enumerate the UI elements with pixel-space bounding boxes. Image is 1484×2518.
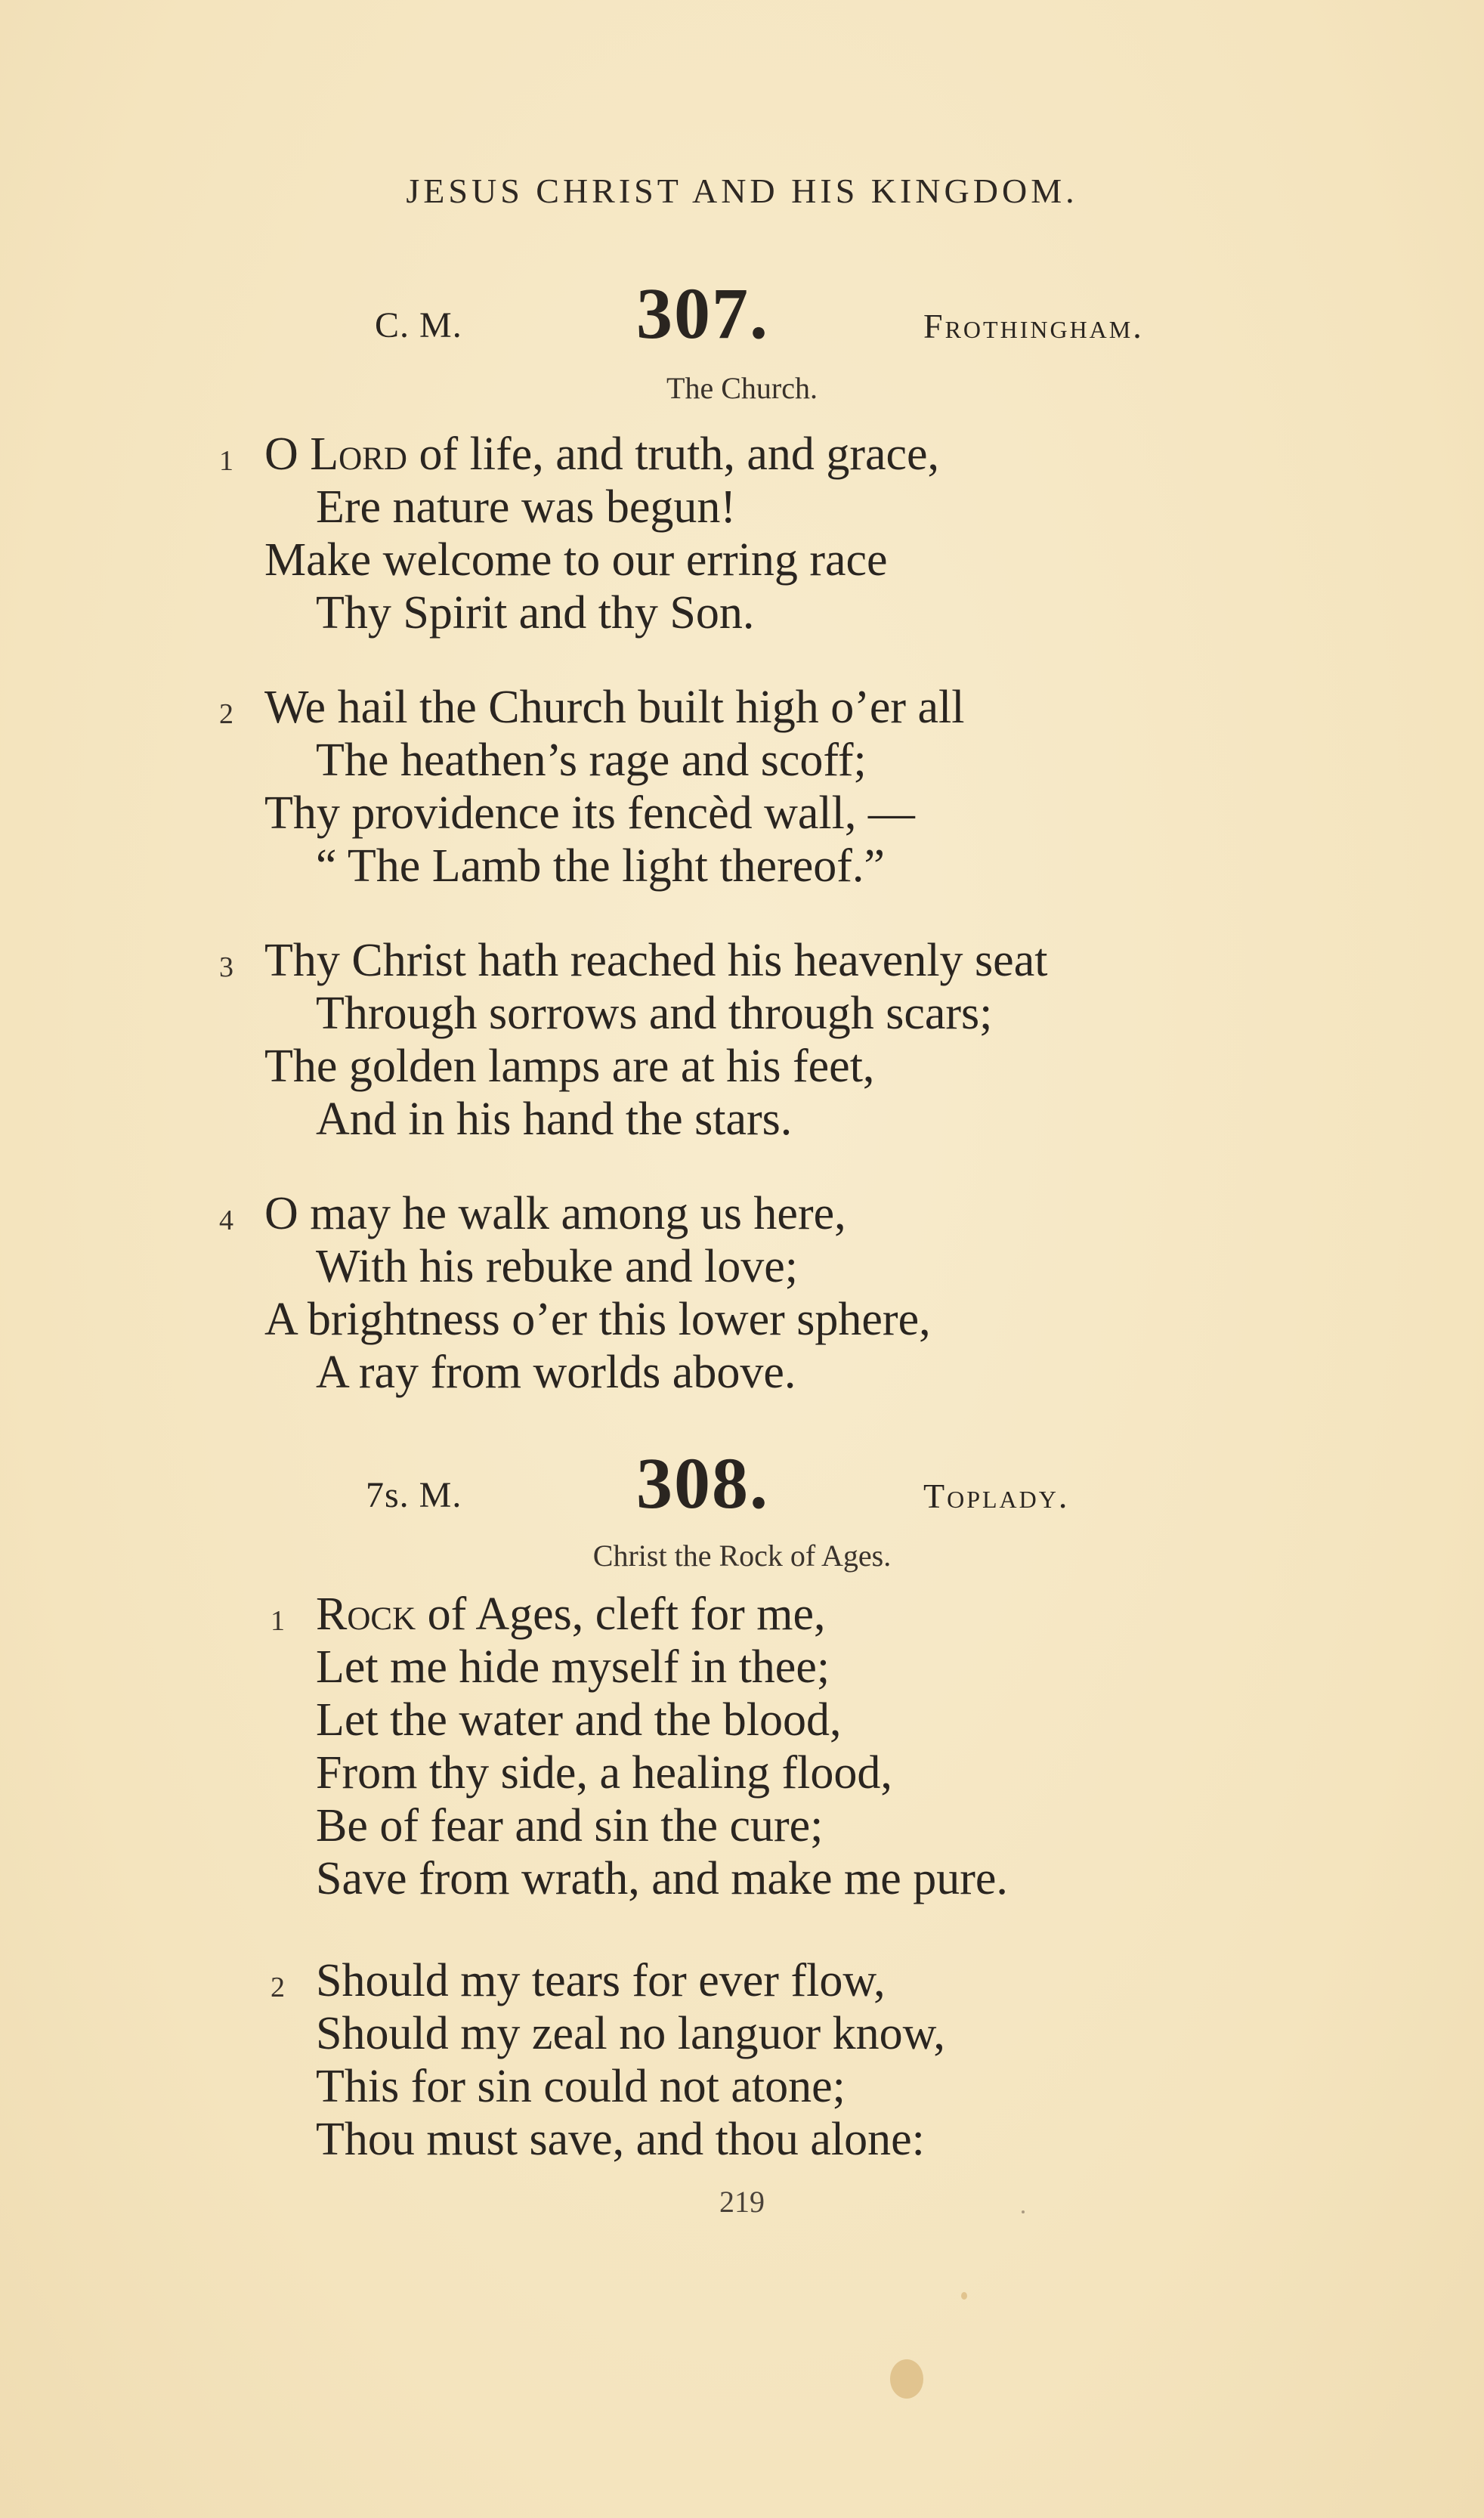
hymn-meter: 7s. M. xyxy=(366,1475,462,1515)
running-head: JESUS CHRIST AND HIS KINGDOM. xyxy=(406,172,1078,210)
hymn-meter: C. M. xyxy=(375,305,462,345)
verse-line: Thy Spirit and thy Son. xyxy=(316,587,755,639)
verse-line: Thou must save, and thou alone: xyxy=(316,2114,925,2165)
verse-line: Let me hide myself in thee; xyxy=(316,1641,830,1693)
verse-line: Make welcome to our erring race xyxy=(264,534,888,586)
paper-speck xyxy=(961,2292,967,2300)
verse-line: Save from wrath, and make me pure. xyxy=(316,1853,1008,1904)
verse-line: O Lord of life, and truth, and grace, xyxy=(264,428,940,480)
verse-line: We hail the Church built high o’er all xyxy=(264,682,965,733)
stanza-number: 3 xyxy=(219,951,233,983)
hymn-author: Toplady. xyxy=(923,1477,1070,1515)
verse-line: O may he walk among us here, xyxy=(264,1188,846,1239)
verse-line: Should my zeal no languor know, xyxy=(316,2008,945,2059)
hymn-subtitle: The Church. xyxy=(666,371,818,405)
hymn-number: 308. xyxy=(636,1443,769,1523)
hymn-307-header xyxy=(0,273,1484,363)
verse-line: “ The Lamb the light thereof.” xyxy=(316,840,885,892)
paper-stain xyxy=(890,2359,923,2399)
stanza-number: 2 xyxy=(271,1972,285,2003)
verse-line: Ere nature was begun! xyxy=(316,481,737,533)
verse-line: Rock of Ages, cleft for me, xyxy=(316,1588,826,1640)
hymn-number: 307. xyxy=(636,273,769,354)
stanza-number: 2 xyxy=(219,698,233,730)
verse-line: Through sorrows and through scars; xyxy=(316,988,993,1039)
verse-line: From thy side, a healing flood, xyxy=(316,1747,892,1799)
verse-line: With his rebuke and love; xyxy=(316,1241,799,1292)
verse-line: Thy Christ hath reached his heavenly seat xyxy=(264,935,1048,986)
verse-line: Be of fear and sin the cure; xyxy=(316,1800,824,1851)
page-number: 219 xyxy=(719,2185,765,2219)
verse-line: Thy providence its fencèd wall, — xyxy=(264,787,915,839)
hymn-subtitle: Christ the Rock of Ages. xyxy=(592,1539,892,1573)
hymn-308-header xyxy=(0,1443,1484,1533)
verse-line: Should my tears for ever flow, xyxy=(316,1955,886,2006)
verse-line: The golden lamps are at his feet, xyxy=(264,1041,875,1092)
stanza-number: 1 xyxy=(271,1605,285,1637)
stanza-number: 1 xyxy=(219,445,233,477)
hymn-author: Frothingham. xyxy=(923,307,1144,345)
stanza-number: 4 xyxy=(219,1205,233,1236)
verse-line: A ray from worlds above. xyxy=(316,1347,796,1398)
verse-line: A brightness o’er this lower sphere, xyxy=(264,1294,931,1345)
verse-line: This for sin could not atone; xyxy=(316,2061,846,2112)
verse-line: Let the water and the blood, xyxy=(316,1694,842,1746)
verse-line: And in his hand the stars. xyxy=(316,1094,793,1145)
verse-line: The heathen’s rage and scoff; xyxy=(316,735,867,786)
paper-speck xyxy=(1022,2210,1025,2213)
